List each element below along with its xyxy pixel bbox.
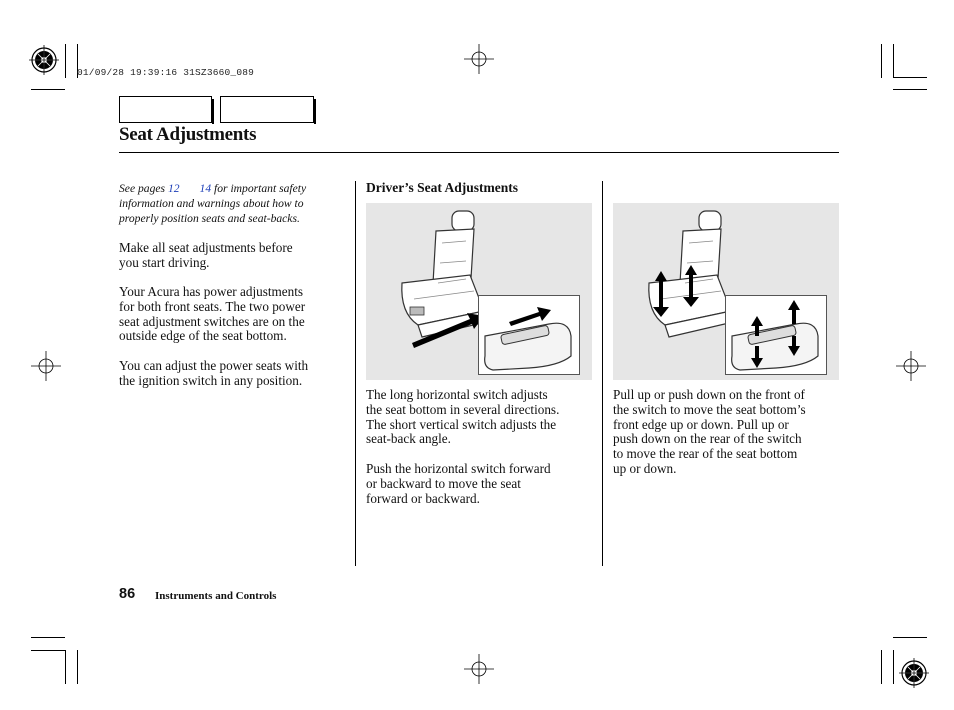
- paragraph: [119, 241, 293, 271]
- note-line: properly position seats and seat-backs.: [119, 212, 300, 225]
- text-line: The long horizontal switch adjusts: [366, 387, 548, 402]
- nav-button-index[interactable]: [220, 96, 314, 123]
- paragraph: [119, 285, 305, 344]
- text-line: front edge up or down. Pull up or: [613, 416, 789, 432]
- text-line: The short vertical switch adjusts the: [366, 416, 557, 432]
- text-line: you start driving.: [119, 254, 210, 270]
- column-divider: [355, 181, 356, 566]
- print-metadata: 01/09/28 19:39:16 31SZ3660_089: [77, 67, 255, 78]
- crosshair-icon: [464, 654, 494, 684]
- page-link-14[interactable]: 14: [199, 182, 212, 195]
- text-line: forward or backward.: [366, 490, 480, 506]
- paragraph: [119, 359, 308, 389]
- crosshair-icon: [896, 351, 926, 381]
- seat-fore-aft-illustration: [366, 203, 592, 380]
- crosshair-icon: [31, 351, 61, 381]
- text-line: or backward to move the seat: [366, 475, 521, 491]
- paragraph: [613, 388, 806, 477]
- text-line: the seat bottom in several directions.: [366, 401, 560, 417]
- note-line: information and warnings about how to: [119, 197, 304, 210]
- text-line: the switch to move the seat bottom’s: [613, 401, 806, 417]
- paragraph: [366, 388, 559, 447]
- horizontal-switch-icon: [479, 296, 579, 374]
- text-line: Make all seat adjustments before: [119, 240, 293, 255]
- section-footer[interactable]: Instruments and Controls: [155, 590, 277, 602]
- column-divider: [602, 181, 603, 566]
- registration-target-icon: [28, 44, 60, 76]
- text-line: up or down.: [613, 460, 677, 476]
- page-link-12[interactable]: 12: [167, 182, 180, 195]
- note-line: [119, 181, 344, 196]
- text-line: You can adjust the power seats with: [119, 358, 309, 373]
- text-line: to move the rear of the seat bottom: [613, 446, 798, 462]
- text-line: push down on the rear of the switch: [613, 431, 802, 447]
- text-line: the ignition switch in any position.: [119, 372, 303, 388]
- registration-target-icon: [898, 657, 930, 689]
- note-prefix: See pages: [119, 182, 168, 195]
- text-line: Pull up or push down on the front of: [613, 387, 805, 402]
- text-line: Your Acura has power adjustments: [119, 284, 303, 299]
- crosshair-icon: [464, 44, 494, 74]
- note-tail: for important safety: [211, 182, 307, 195]
- page-number: 86: [119, 586, 136, 602]
- vertical-switch-icon: [726, 296, 826, 374]
- text-line: seat-back angle.: [366, 431, 451, 447]
- section-heading: Driver’s Seat Adjustments: [366, 180, 518, 195]
- page-title: Seat Adjustments: [119, 124, 257, 145]
- paragraph: [366, 462, 551, 506]
- title-divider: [119, 152, 839, 153]
- text-line: for both front seats. The two power: [119, 298, 306, 314]
- nav-button-main-menu[interactable]: [119, 96, 212, 123]
- safety-note: [119, 181, 344, 226]
- text-line: seat adjustment switches are on the: [119, 313, 305, 329]
- switch-detail-inset: [478, 295, 580, 375]
- text-line: Push the horizontal switch forward: [366, 461, 551, 476]
- seat-height-illustration: [613, 203, 839, 380]
- text-line: outside edge of the seat bottom.: [119, 328, 287, 344]
- switch-detail-inset: [725, 295, 827, 375]
